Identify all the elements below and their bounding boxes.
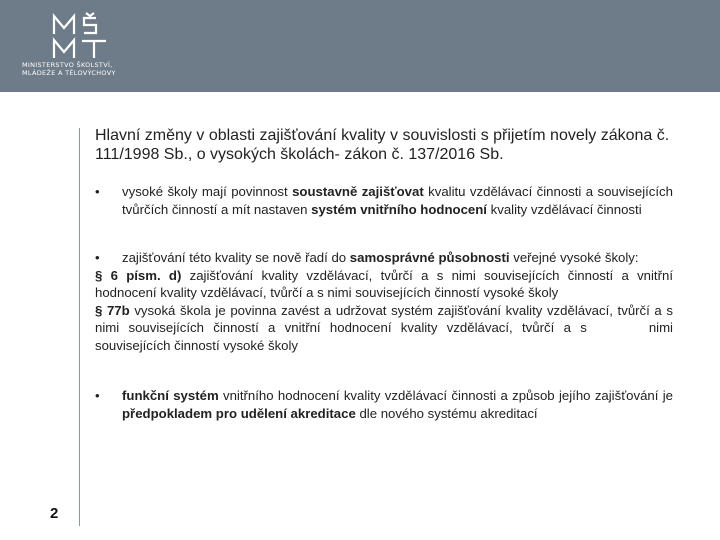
law-reference: § 77b xyxy=(95,302,130,318)
vertical-divider xyxy=(79,128,80,526)
emphasis: samosprávné působnosti xyxy=(349,250,510,265)
logo-line-2: MLÁDEŽE A TĚLOVÝCHOVY xyxy=(22,69,116,77)
page-number: 2 xyxy=(50,505,59,522)
bullet-icon: • xyxy=(95,388,100,403)
bullet-item-1: • vysoké školy mají povinnost soustavně zajišťovat kvalitu vzdělávací činnosti a souvisejících tvůrčích činností a mít nastaven systém vnitřního hodnocení kvality vzdělávací činnosti xyxy=(95,184,673,217)
emphasis: funkční systém xyxy=(122,388,219,403)
header-bar xyxy=(0,0,720,92)
ministry-name xyxy=(22,61,152,77)
slide-title: Hlavní změny v oblasti zajišťování kvality v souvislosti s přijetím novely zákona č. 111/1998 Sb., o vysokých školách- zákon č. 137/2016 Sb. xyxy=(95,127,670,163)
emphasis: soustavně zajišťovat xyxy=(292,184,424,199)
section-6-paragraph: § 6 písm. d) zajišťování kvality vzdělávací, tvůrčí a s nimi souvisejících činností a vnitřní hodnocení kvality vzdělávací, tvůrčí a s nimi souvisejících činností vysoké školy xyxy=(95,267,673,300)
emphasis: systém vnitřního hodnocení xyxy=(311,201,487,217)
emphasis: předpokladem pro udělení akreditace xyxy=(122,405,356,421)
bullet-item-2: • zajišťování této kvality se nově řadí do samosprávné působnosti veřejné vysoké školy: xyxy=(95,250,639,265)
bullet-icon: • xyxy=(95,250,100,265)
law-reference: § 6 písm. d) xyxy=(95,267,182,283)
bullet-item-3: • funkční systém vnitřního hodnocení kvality vzdělávací činnosti a způsob jejího zajišťování je předpokladem pro udělení akreditace dle nového systému akreditací xyxy=(95,388,673,421)
logo-line-1: MINISTERSTVO ŠKOLSTVÍ, xyxy=(22,61,113,69)
section-77b-paragraph: § 77b vysoká škola je povinna zavést a udržovat systém zajišťování kvality vzdělávací, tvůrčí a s nimi souvisejících činností a vnitřní hodnocení kvality vzdělávací, tvůrčí a s nimi souvisejících činností vysoké školy xyxy=(95,302,673,353)
slide-content xyxy=(95,183,673,422)
msmt-logo-icon xyxy=(50,12,112,60)
ministry-logo xyxy=(22,12,152,82)
bullet-icon: • xyxy=(95,184,100,199)
